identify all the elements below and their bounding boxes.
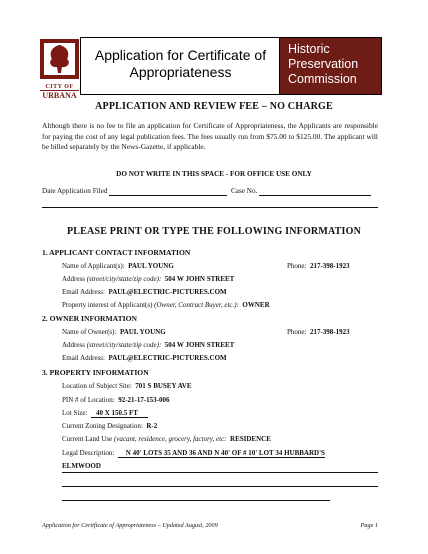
location-row xyxy=(62,382,192,390)
land-use-hint: (vacant, residence, grocery, factory, etc: xyxy=(113,435,227,443)
owner-phone-row xyxy=(287,328,350,336)
owner-name-label: Name of Owner(s): xyxy=(62,328,117,336)
commission-line-3: Commission xyxy=(288,72,357,86)
logo-text-urbana: URBANA xyxy=(40,90,79,100)
commission-box xyxy=(279,37,382,95)
applicant-address-label: Address xyxy=(62,275,85,283)
land-use-value: RESIDENCE xyxy=(230,435,271,443)
lot-size-value: 40 X 150.5 FT xyxy=(95,409,138,417)
footer-page-number: Page 1 xyxy=(360,522,378,529)
instructions-heading: PLEASE PRINT OR TYPE THE FOLLOWING INFORMATION xyxy=(66,226,362,237)
date-filed-row xyxy=(42,187,227,196)
applicant-address-hint: (street/city/state/zip code): xyxy=(86,275,162,283)
legal-line-1: N 40' LOTS 35 AND 36 AND N 40' OF # 10' LOT 34 HUBBARD'S xyxy=(125,449,325,457)
commission-line-2: Preservation xyxy=(288,57,359,71)
owner-phone-value: 217-398-1923 xyxy=(309,328,350,336)
applicant-phone-row xyxy=(287,262,350,270)
legal-row xyxy=(62,449,325,458)
case-no-row xyxy=(231,187,371,196)
legal-row-2 xyxy=(62,462,101,470)
case-no-label: Case No. xyxy=(231,187,258,195)
owner-email-label: Email Address: xyxy=(62,354,105,362)
fee-text: Although there is no fee to file an application for Certificate of Appropriateness, the Applicants are responsible for paying the cost of any legal publication fees. The fees usually run from $75.00 to $125.00. The applicant will be billed separately by the News-Gazette, if applicable. xyxy=(42,121,378,152)
page-title xyxy=(81,47,280,81)
footer xyxy=(42,522,378,529)
legal-line-rule-1 xyxy=(62,472,378,473)
title-box xyxy=(80,37,280,95)
zoning-label: Current Zoning Designation: xyxy=(62,422,143,430)
applicant-interest-label: Property interest of Applicant(s) xyxy=(62,301,153,309)
applicant-heading: 1. APPLICANT CONTACT INFORMATION xyxy=(42,248,191,257)
divider xyxy=(42,207,378,208)
lot-size-row xyxy=(62,409,148,418)
tree-shield-icon xyxy=(40,39,79,79)
footer-left: Application for Certificate of Appropriateness – Updated August, 2009 xyxy=(42,522,218,529)
applicant-interest-row xyxy=(62,301,270,309)
pin-label: PIN # of Location: xyxy=(62,396,115,404)
owner-email-value: PAUL@ELECTRIC-PICTURES.COM xyxy=(108,354,227,362)
owner-address-row xyxy=(62,341,234,349)
lot-size-label: Lot Size: xyxy=(62,409,88,417)
date-filed-blank xyxy=(109,187,227,196)
date-filed-label: Date Application Filed xyxy=(42,187,108,195)
title-line-1: Application for Certificate of xyxy=(94,47,267,63)
city-logo xyxy=(40,39,79,100)
owner-address-label: Address xyxy=(62,341,85,349)
applicant-address-row xyxy=(62,275,234,283)
applicant-name-value: PAUL YOUNG xyxy=(128,262,174,270)
zoning-row xyxy=(62,422,157,430)
applicant-email-row xyxy=(62,288,227,296)
owner-email-row xyxy=(62,354,227,362)
logo-text-city: CITY OF xyxy=(45,84,74,90)
applicant-phone-value: 217-398-1923 xyxy=(309,262,350,270)
legal-line-rule-3 xyxy=(62,500,330,501)
owner-heading: 2. OWNER INFORMATION xyxy=(42,314,137,323)
pin-row xyxy=(62,396,170,404)
applicant-email-value: PAUL@ELECTRIC-PICTURES.COM xyxy=(108,288,227,296)
applicant-address-value: 504 W JOHN STREET xyxy=(164,275,235,283)
owner-phone-label: Phone: xyxy=(287,328,307,336)
location-label: Location of Subject Site: xyxy=(62,382,132,390)
owner-address-value: 504 W JOHN STREET xyxy=(164,341,235,349)
owner-address-hint: (street/city/state/zip code): xyxy=(86,341,162,349)
property-heading: 3. PROPERTY INFORMATION xyxy=(42,368,149,377)
applicant-phone-label: Phone: xyxy=(287,262,307,270)
legal-line-2: ELMWOOD xyxy=(62,462,101,470)
legal-label: Legal Description: xyxy=(62,449,115,457)
commission-line-1: Historic xyxy=(288,42,330,56)
case-no-blank xyxy=(259,187,371,196)
fee-heading: APPLICATION AND REVIEW FEE – NO CHARGE xyxy=(95,101,333,112)
owner-name-value: PAUL YOUNG xyxy=(119,328,166,336)
pin-value: 92-21-17-153-006 xyxy=(118,396,170,404)
legal-line-rule-2 xyxy=(62,486,378,487)
applicant-interest-hint: (Owner, Contract Buyer, etc.): xyxy=(154,301,239,309)
office-use-heading: DO NOT WRITE IN THIS SPACE - FOR OFFICE USE ONLY xyxy=(116,170,312,178)
applicant-name-label: Name of Applicant(s): xyxy=(62,262,125,270)
applicant-name-row xyxy=(62,262,174,270)
title-line-2: Appropriateness xyxy=(129,64,232,80)
zoning-value: R-2 xyxy=(146,422,158,430)
land-use-row xyxy=(62,435,271,443)
applicant-interest-value: OWNER xyxy=(242,301,270,309)
land-use-label: Current Land Use xyxy=(62,435,113,443)
location-value: 701 S BUSEY AVE xyxy=(135,382,192,390)
owner-name-row xyxy=(62,328,166,336)
applicant-email-label: Email Address: xyxy=(62,288,105,296)
